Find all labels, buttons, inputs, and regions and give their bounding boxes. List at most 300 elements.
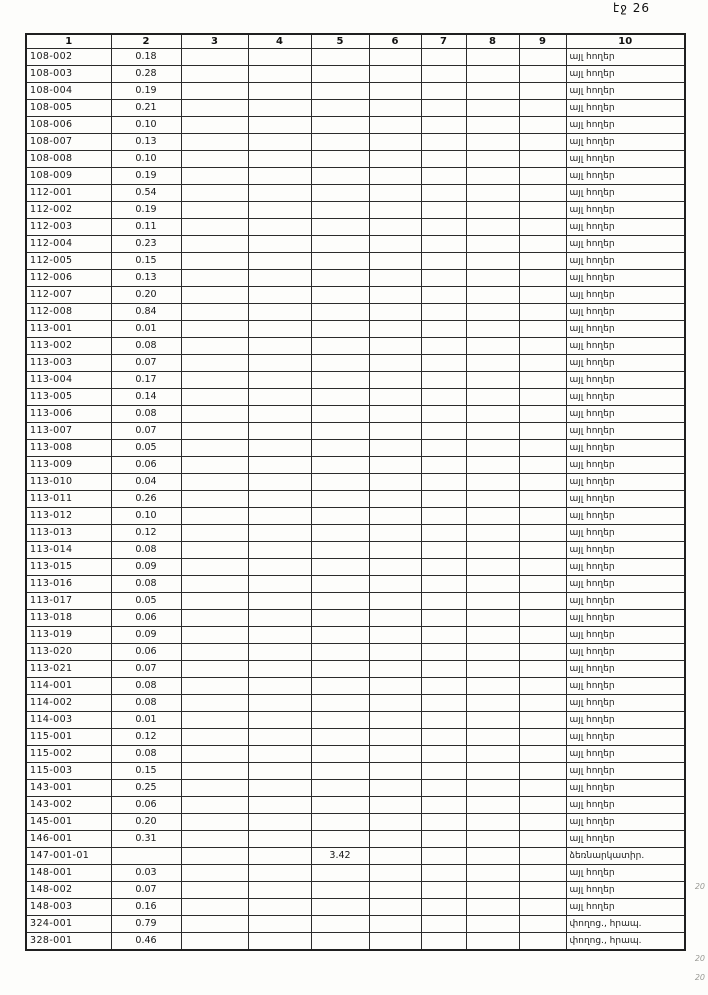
cell-col9 bbox=[519, 899, 566, 916]
table-row bbox=[26, 440, 685, 457]
cell-col8 bbox=[466, 151, 519, 168]
cell-col8 bbox=[466, 219, 519, 236]
cell-col10: այլ հողեր bbox=[566, 423, 685, 440]
cell-col2: 0.08 bbox=[111, 406, 181, 423]
cell-col10: այլ հողեր bbox=[566, 763, 685, 780]
table-row bbox=[26, 712, 685, 729]
cell-col9 bbox=[519, 100, 566, 117]
cell-col3 bbox=[181, 831, 248, 848]
table-row bbox=[26, 304, 685, 321]
cell-col9 bbox=[519, 321, 566, 338]
cell-col7 bbox=[421, 899, 466, 916]
cell-col4 bbox=[248, 899, 311, 916]
cell-col8 bbox=[466, 525, 519, 542]
cell-col8 bbox=[466, 66, 519, 83]
cell-col6 bbox=[369, 168, 421, 185]
cell-col7 bbox=[421, 797, 466, 814]
table-row bbox=[26, 559, 685, 576]
cell-col10: այլ հողեր bbox=[566, 508, 685, 525]
cell-col2: 0.20 bbox=[111, 814, 181, 831]
cell-col8 bbox=[466, 457, 519, 474]
cell-col2: 0.11 bbox=[111, 219, 181, 236]
cell-col3 bbox=[181, 933, 248, 951]
table-row bbox=[26, 338, 685, 355]
table-row bbox=[26, 661, 685, 678]
cell-col1: 108-002 bbox=[26, 49, 111, 66]
cell-col3 bbox=[181, 321, 248, 338]
cell-col9 bbox=[519, 661, 566, 678]
cell-col2: 0.06 bbox=[111, 457, 181, 474]
cell-col6 bbox=[369, 440, 421, 457]
cell-col2: 0.46 bbox=[111, 933, 181, 951]
cell-col3 bbox=[181, 49, 248, 66]
cell-col8 bbox=[466, 440, 519, 457]
cell-col6 bbox=[369, 389, 421, 406]
cell-col2: 0.79 bbox=[111, 916, 181, 933]
cell-col5 bbox=[311, 66, 369, 83]
cell-col6 bbox=[369, 814, 421, 831]
cell-col10: այլ հողեր bbox=[566, 83, 685, 100]
cell-col8 bbox=[466, 576, 519, 593]
cell-col6 bbox=[369, 134, 421, 151]
cell-col9 bbox=[519, 542, 566, 559]
cell-col4 bbox=[248, 49, 311, 66]
cell-col9 bbox=[519, 610, 566, 627]
cell-col5 bbox=[311, 746, 369, 763]
cell-col1: 146-001 bbox=[26, 831, 111, 848]
cell-col5 bbox=[311, 508, 369, 525]
cell-col2: 0.14 bbox=[111, 389, 181, 406]
table-row bbox=[26, 542, 685, 559]
cell-col6 bbox=[369, 49, 421, 66]
table-row bbox=[26, 406, 685, 423]
cell-col6 bbox=[369, 695, 421, 712]
cell-col1: 145-001 bbox=[26, 814, 111, 831]
cell-col7 bbox=[421, 491, 466, 508]
cell-col4 bbox=[248, 423, 311, 440]
cell-col10: այլ հողեր bbox=[566, 389, 685, 406]
cell-col1: 113-002 bbox=[26, 338, 111, 355]
cell-col10: այլ հողեր bbox=[566, 406, 685, 423]
cell-col5 bbox=[311, 678, 369, 695]
table-row bbox=[26, 236, 685, 253]
cell-col1: 113-005 bbox=[26, 389, 111, 406]
cell-col5 bbox=[311, 236, 369, 253]
margin-mark: 20 bbox=[694, 954, 705, 963]
cell-col3 bbox=[181, 508, 248, 525]
cell-col2: 0.25 bbox=[111, 780, 181, 797]
cell-col4 bbox=[248, 168, 311, 185]
cell-col1: 147-001-01 bbox=[26, 848, 111, 865]
cell-col9 bbox=[519, 933, 566, 951]
cell-col8 bbox=[466, 559, 519, 576]
cell-col1: 112-007 bbox=[26, 287, 111, 304]
table-row bbox=[26, 729, 685, 746]
cell-col3 bbox=[181, 746, 248, 763]
table-row bbox=[26, 372, 685, 389]
cell-col1: 114-002 bbox=[26, 695, 111, 712]
cell-col10: այլ հողեր bbox=[566, 168, 685, 185]
table-row bbox=[26, 423, 685, 440]
cell-col7 bbox=[421, 338, 466, 355]
cell-col5 bbox=[311, 202, 369, 219]
table-row bbox=[26, 678, 685, 695]
cell-col7 bbox=[421, 406, 466, 423]
cell-col1: 113-012 bbox=[26, 508, 111, 525]
cell-col4 bbox=[248, 270, 311, 287]
cell-col6 bbox=[369, 219, 421, 236]
cell-col9 bbox=[519, 406, 566, 423]
cell-col2: 0.19 bbox=[111, 202, 181, 219]
cell-col2: 0.09 bbox=[111, 559, 181, 576]
cell-col8 bbox=[466, 780, 519, 797]
table-row bbox=[26, 780, 685, 797]
cell-col1: 113-001 bbox=[26, 321, 111, 338]
cell-col8 bbox=[466, 695, 519, 712]
cell-col6 bbox=[369, 780, 421, 797]
cell-col7 bbox=[421, 729, 466, 746]
cell-col7 bbox=[421, 83, 466, 100]
cell-col8 bbox=[466, 644, 519, 661]
cell-col5 bbox=[311, 644, 369, 661]
cell-col1: 115-003 bbox=[26, 763, 111, 780]
cell-col9 bbox=[519, 270, 566, 287]
cell-col5 bbox=[311, 593, 369, 610]
cell-col5 bbox=[311, 712, 369, 729]
cell-col8 bbox=[466, 372, 519, 389]
cell-col7 bbox=[421, 372, 466, 389]
table-row bbox=[26, 627, 685, 644]
cell-col6 bbox=[369, 678, 421, 695]
cell-col6 bbox=[369, 593, 421, 610]
cell-col10: այլ հողեր bbox=[566, 236, 685, 253]
cell-col6 bbox=[369, 627, 421, 644]
cell-col2: 0.05 bbox=[111, 593, 181, 610]
cell-col3 bbox=[181, 100, 248, 117]
cell-col7 bbox=[421, 712, 466, 729]
cell-col6 bbox=[369, 321, 421, 338]
cell-col10: այլ հողեր bbox=[566, 559, 685, 576]
cell-col10: այլ հողեր bbox=[566, 576, 685, 593]
cell-col8 bbox=[466, 236, 519, 253]
cell-col5 bbox=[311, 321, 369, 338]
cell-col8 bbox=[466, 678, 519, 695]
cell-col1: 113-011 bbox=[26, 491, 111, 508]
cell-col4 bbox=[248, 916, 311, 933]
cell-col9 bbox=[519, 185, 566, 202]
cell-col10: այլ հողեր bbox=[566, 304, 685, 321]
cell-col5 bbox=[311, 882, 369, 899]
cell-col8 bbox=[466, 661, 519, 678]
cell-col4 bbox=[248, 593, 311, 610]
cell-col7 bbox=[421, 66, 466, 83]
cell-col6 bbox=[369, 100, 421, 117]
cell-col2: 0.13 bbox=[111, 270, 181, 287]
cell-col4 bbox=[248, 559, 311, 576]
cell-col7 bbox=[421, 780, 466, 797]
table-row bbox=[26, 202, 685, 219]
cell-col3 bbox=[181, 219, 248, 236]
column-header-3: 3 bbox=[181, 34, 248, 49]
cell-col3 bbox=[181, 610, 248, 627]
cell-col3 bbox=[181, 899, 248, 916]
cell-col7 bbox=[421, 542, 466, 559]
cell-col1: 112-006 bbox=[26, 270, 111, 287]
cell-col3 bbox=[181, 202, 248, 219]
cell-col6 bbox=[369, 882, 421, 899]
cell-col8 bbox=[466, 933, 519, 951]
cell-col7 bbox=[421, 695, 466, 712]
cell-col3 bbox=[181, 848, 248, 865]
cell-col8 bbox=[466, 848, 519, 865]
cell-col8 bbox=[466, 355, 519, 372]
cell-col4 bbox=[248, 763, 311, 780]
cell-col10: այլ հողեր bbox=[566, 542, 685, 559]
cell-col10: այլ հողեր bbox=[566, 491, 685, 508]
cell-col6 bbox=[369, 542, 421, 559]
cell-col10: այլ հողեր bbox=[566, 134, 685, 151]
cell-col3 bbox=[181, 372, 248, 389]
cell-col1: 148-003 bbox=[26, 899, 111, 916]
cell-col2: 0.10 bbox=[111, 117, 181, 134]
cell-col3 bbox=[181, 916, 248, 933]
cell-col6 bbox=[369, 372, 421, 389]
cell-col7 bbox=[421, 831, 466, 848]
cell-col3 bbox=[181, 763, 248, 780]
cell-col3 bbox=[181, 491, 248, 508]
cell-col2: 0.08 bbox=[111, 746, 181, 763]
table-row bbox=[26, 168, 685, 185]
cell-col9 bbox=[519, 814, 566, 831]
cell-col8 bbox=[466, 168, 519, 185]
cell-col4 bbox=[248, 185, 311, 202]
cell-col8 bbox=[466, 253, 519, 270]
cell-col4 bbox=[248, 372, 311, 389]
cell-col5 bbox=[311, 304, 369, 321]
cell-col6 bbox=[369, 236, 421, 253]
cell-col10: այլ հողեր bbox=[566, 712, 685, 729]
cell-col6 bbox=[369, 355, 421, 372]
cell-col4 bbox=[248, 83, 311, 100]
cell-col7 bbox=[421, 117, 466, 134]
cell-col3 bbox=[181, 253, 248, 270]
cell-col5 bbox=[311, 406, 369, 423]
table-row bbox=[26, 287, 685, 304]
table-row bbox=[26, 865, 685, 882]
cell-col1: 108-007 bbox=[26, 134, 111, 151]
cell-col5 bbox=[311, 355, 369, 372]
cell-col5 bbox=[311, 168, 369, 185]
cell-col10: այլ հողեր bbox=[566, 457, 685, 474]
cell-col2: 0.09 bbox=[111, 627, 181, 644]
cell-col8 bbox=[466, 423, 519, 440]
cell-col6 bbox=[369, 491, 421, 508]
cell-col4 bbox=[248, 321, 311, 338]
cell-col10: այլ հողեր bbox=[566, 355, 685, 372]
cell-col1: 112-008 bbox=[26, 304, 111, 321]
cell-col7 bbox=[421, 593, 466, 610]
table-body bbox=[26, 49, 685, 951]
cell-col3 bbox=[181, 117, 248, 134]
cell-col4 bbox=[248, 202, 311, 219]
cell-col4 bbox=[248, 831, 311, 848]
cell-col9 bbox=[519, 559, 566, 576]
cell-col6 bbox=[369, 151, 421, 168]
cell-col2: 0.03 bbox=[111, 865, 181, 882]
cell-col9 bbox=[519, 372, 566, 389]
cell-col8 bbox=[466, 831, 519, 848]
cell-col5 bbox=[311, 372, 369, 389]
cell-col5 bbox=[311, 763, 369, 780]
cell-col4 bbox=[248, 338, 311, 355]
cell-col7 bbox=[421, 219, 466, 236]
cell-col9 bbox=[519, 763, 566, 780]
cell-col5 bbox=[311, 491, 369, 508]
cell-col6 bbox=[369, 865, 421, 882]
cell-col8 bbox=[466, 542, 519, 559]
cell-col2: 0.01 bbox=[111, 712, 181, 729]
cell-col5 bbox=[311, 916, 369, 933]
cell-col4 bbox=[248, 644, 311, 661]
cell-col8 bbox=[466, 202, 519, 219]
cell-col3 bbox=[181, 729, 248, 746]
cell-col5 bbox=[311, 542, 369, 559]
header-row bbox=[26, 34, 685, 49]
cell-col3 bbox=[181, 440, 248, 457]
cell-col9 bbox=[519, 219, 566, 236]
cell-col3 bbox=[181, 185, 248, 202]
cell-col5: 3.42 bbox=[311, 848, 369, 865]
cell-col1: 108-008 bbox=[26, 151, 111, 168]
cell-col9 bbox=[519, 457, 566, 474]
cell-col9 bbox=[519, 865, 566, 882]
cell-col1: 113-014 bbox=[26, 542, 111, 559]
table-row bbox=[26, 695, 685, 712]
cell-col4 bbox=[248, 882, 311, 899]
cell-col7 bbox=[421, 100, 466, 117]
cell-col10: այլ հողեր bbox=[566, 117, 685, 134]
column-header-2: 2 bbox=[111, 34, 181, 49]
cell-col9 bbox=[519, 916, 566, 933]
table-row bbox=[26, 49, 685, 66]
cell-col1: 112-005 bbox=[26, 253, 111, 270]
cell-col7 bbox=[421, 304, 466, 321]
column-header-1: 1 bbox=[26, 34, 111, 49]
cell-col9 bbox=[519, 593, 566, 610]
table-row bbox=[26, 389, 685, 406]
cell-col5 bbox=[311, 831, 369, 848]
cell-col1: 113-003 bbox=[26, 355, 111, 372]
cell-col5 bbox=[311, 865, 369, 882]
cell-col8 bbox=[466, 814, 519, 831]
column-header-5: 5 bbox=[311, 34, 369, 49]
cell-col9 bbox=[519, 712, 566, 729]
cell-col10: այլ հողեր bbox=[566, 372, 685, 389]
cell-col9 bbox=[519, 202, 566, 219]
cell-col1: 113-018 bbox=[26, 610, 111, 627]
table-row bbox=[26, 763, 685, 780]
cell-col3 bbox=[181, 882, 248, 899]
cell-col1: 115-002 bbox=[26, 746, 111, 763]
cell-col10: այլ հողեր bbox=[566, 814, 685, 831]
cell-col2: 0.13 bbox=[111, 134, 181, 151]
cell-col8 bbox=[466, 100, 519, 117]
cell-col4 bbox=[248, 797, 311, 814]
cell-col8 bbox=[466, 117, 519, 134]
cell-col3 bbox=[181, 814, 248, 831]
cell-col5 bbox=[311, 134, 369, 151]
cell-col9 bbox=[519, 474, 566, 491]
table-row bbox=[26, 831, 685, 848]
cell-col2: 0.06 bbox=[111, 644, 181, 661]
cell-col1: 143-002 bbox=[26, 797, 111, 814]
cell-col9 bbox=[519, 525, 566, 542]
cell-col5 bbox=[311, 695, 369, 712]
table-row bbox=[26, 219, 685, 236]
cell-col2: 0.08 bbox=[111, 695, 181, 712]
margin-mark: 20 bbox=[694, 973, 705, 982]
cell-col7 bbox=[421, 508, 466, 525]
table-row bbox=[26, 933, 685, 951]
cell-col2: 0.19 bbox=[111, 83, 181, 100]
table-row bbox=[26, 474, 685, 491]
cell-col6 bbox=[369, 338, 421, 355]
cell-col2: 0.20 bbox=[111, 287, 181, 304]
cell-col4 bbox=[248, 508, 311, 525]
table-row bbox=[26, 355, 685, 372]
cell-col10: այլ հողեր bbox=[566, 678, 685, 695]
cell-col4 bbox=[248, 712, 311, 729]
cell-col9 bbox=[519, 66, 566, 83]
cell-col7 bbox=[421, 865, 466, 882]
cell-col5 bbox=[311, 423, 369, 440]
cell-col6 bbox=[369, 423, 421, 440]
cell-col3 bbox=[181, 661, 248, 678]
cell-col10: այլ հողեր bbox=[566, 440, 685, 457]
cell-col4 bbox=[248, 746, 311, 763]
table-row bbox=[26, 83, 685, 100]
cell-col10: այլ հողեր bbox=[566, 695, 685, 712]
cell-col4 bbox=[248, 576, 311, 593]
table-row bbox=[26, 916, 685, 933]
cell-col1: 113-006 bbox=[26, 406, 111, 423]
cell-col3 bbox=[181, 338, 248, 355]
cell-col7 bbox=[421, 440, 466, 457]
cell-col2: 0.06 bbox=[111, 797, 181, 814]
cell-col3 bbox=[181, 389, 248, 406]
cell-col6 bbox=[369, 185, 421, 202]
cell-col1: 113-007 bbox=[26, 423, 111, 440]
cell-col7 bbox=[421, 848, 466, 865]
cell-col2: 0.08 bbox=[111, 576, 181, 593]
cell-col6 bbox=[369, 474, 421, 491]
land-parcel-table bbox=[25, 33, 686, 951]
cell-col10: այլ հողեր bbox=[566, 610, 685, 627]
cell-col1: 112-003 bbox=[26, 219, 111, 236]
column-header-7: 7 bbox=[421, 34, 466, 49]
cell-col5 bbox=[311, 100, 369, 117]
cell-col9 bbox=[519, 882, 566, 899]
cell-col2: 0.07 bbox=[111, 355, 181, 372]
cell-col8 bbox=[466, 491, 519, 508]
cell-col9 bbox=[519, 423, 566, 440]
cell-col2: 0.28 bbox=[111, 66, 181, 83]
table-row bbox=[26, 593, 685, 610]
cell-col1: 108-004 bbox=[26, 83, 111, 100]
cell-col7 bbox=[421, 457, 466, 474]
cell-col3 bbox=[181, 780, 248, 797]
cell-col2: 0.07 bbox=[111, 661, 181, 678]
